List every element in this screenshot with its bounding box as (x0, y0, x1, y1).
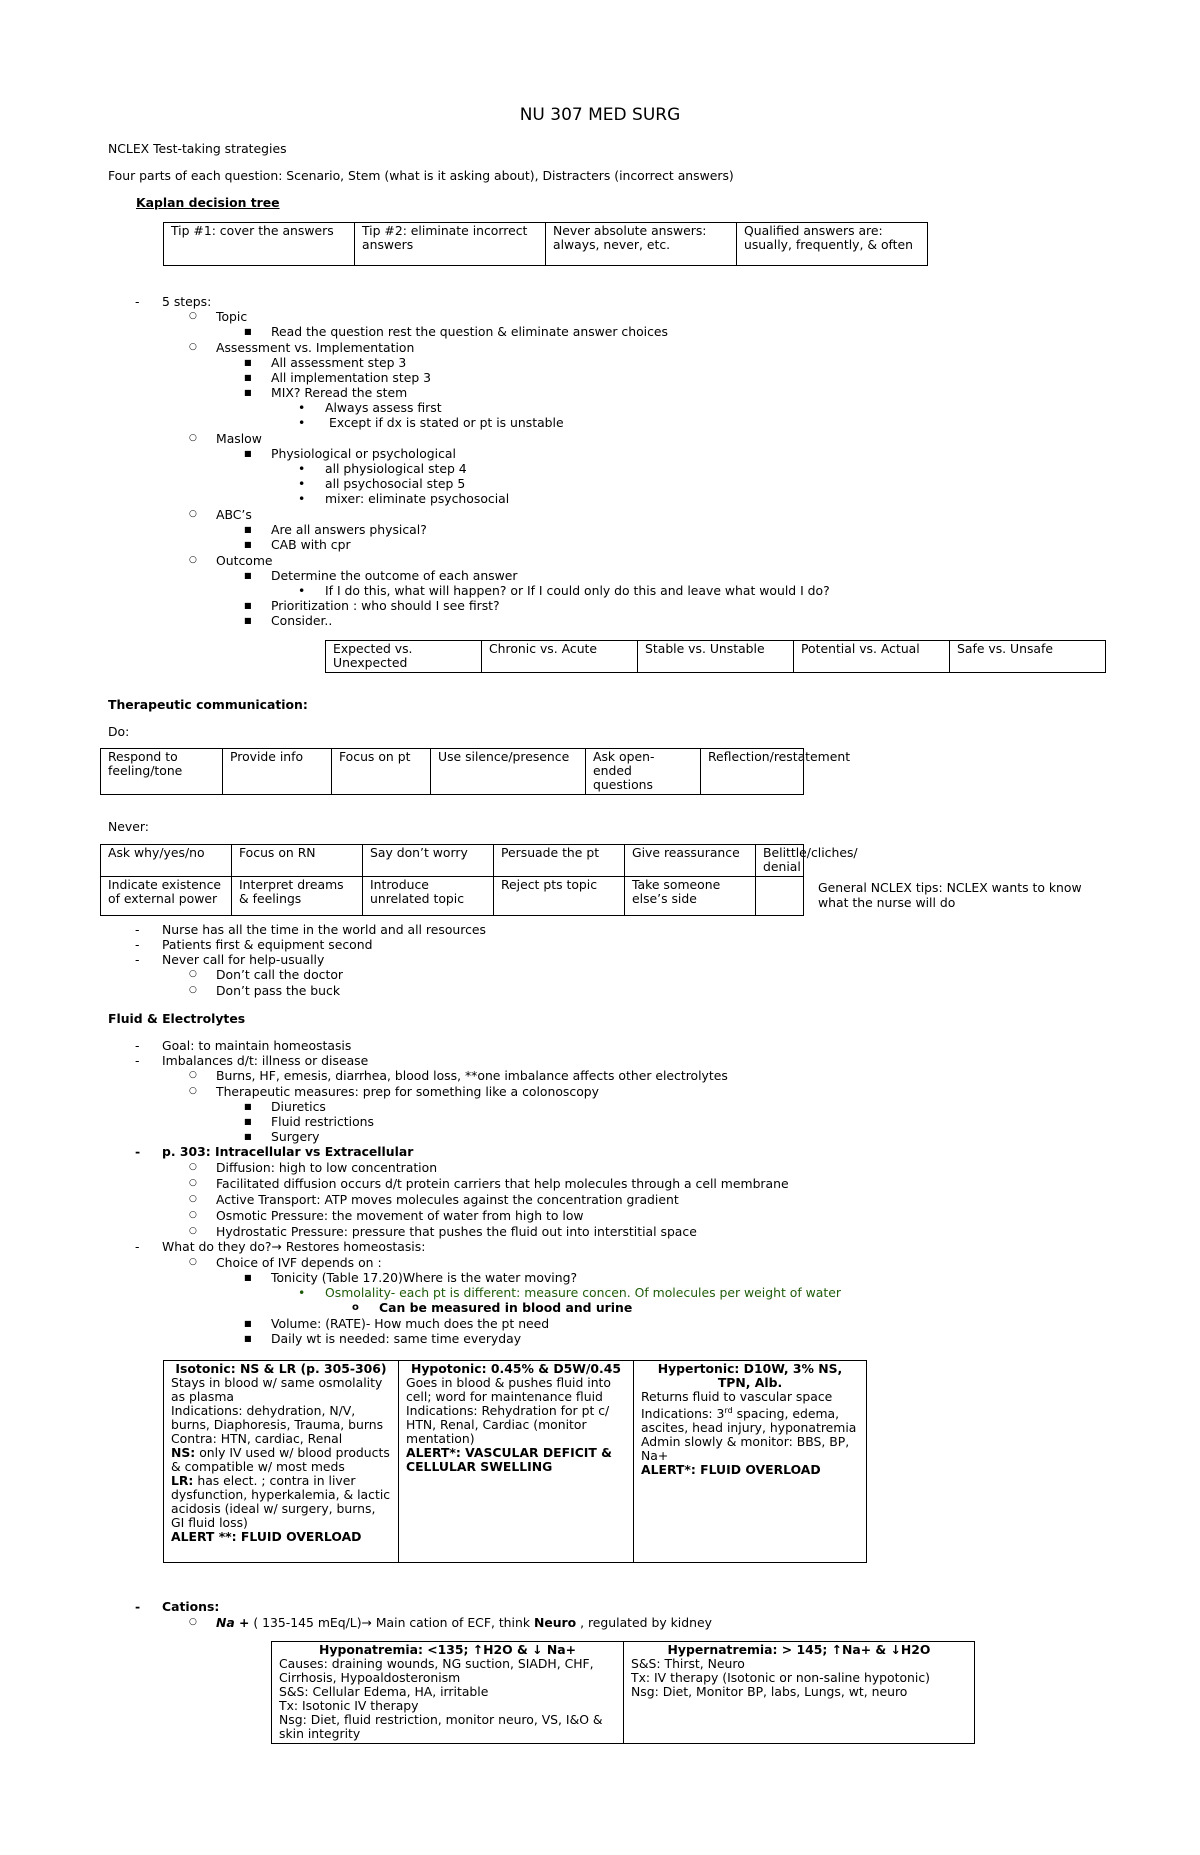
never-cell: Give reassurance (625, 845, 756, 877)
tip-cell: Tip #1: cover the answers (164, 223, 355, 266)
na-neuro: Neuro (533, 1615, 577, 1630)
list-item: CAB with cpr (271, 537, 351, 552)
list-item: Assessment vs. Implementation (216, 340, 415, 355)
list-item: Always assess first (325, 400, 442, 415)
list-item: Imbalances d/t: illness or disease (162, 1053, 369, 1068)
page-title: NU 307 MED SURG (519, 105, 681, 125)
list-item: All implementation step 3 (271, 370, 432, 385)
do-cell: Ask open-ended questions (586, 749, 701, 795)
never-cell: Interpret dreams & feelings (232, 877, 363, 916)
cell-line: Tx: Isotonic IV therapy (279, 1698, 419, 1713)
cell-line: Nsg: Diet, fluid restriction, monitor neuro, VS, I&O & skin integrity (279, 1712, 603, 1741)
cell-line: Admin slowly & monitor: BBS, BP, Na+ (641, 1434, 850, 1464)
general-tips: General NCLEX tips: NCLEX wants to know what the nurse will do (818, 880, 1082, 910)
list-item: Can be measured in blood and urine (379, 1300, 633, 1315)
ivf-table (163, 1360, 867, 1563)
cell-line: Contra: HTN, cardiac, Renal (171, 1431, 343, 1446)
indications-text: Indications: 3 (641, 1406, 725, 1422)
list-item: p. 303: Intracellular vs Extracellular (162, 1144, 414, 1159)
list-item: Volume: (RATE)- How much does the pt need (271, 1316, 550, 1331)
never-cell: Ask why/yes/no (101, 845, 232, 877)
cell-line: Returns fluid to vascular space (641, 1389, 833, 1404)
do-table (100, 748, 851, 795)
hyponatremia-heading: Hyponatremia: <135; ↑H2O & ↓ Na+ (319, 1642, 576, 1657)
lr-label: LR: (171, 1473, 194, 1488)
cell-line (171, 1446, 391, 1474)
list-item: Diffusion: high to low concentration (216, 1160, 438, 1175)
list-item: all psychosocial step 5 (325, 476, 466, 491)
list-item: Tonicity (Table 17.20)Where is the water moving? (271, 1270, 578, 1285)
consider-cell: Chronic vs. Acute (482, 641, 638, 673)
lr-text: has elect. ; contra in liver dysfunction, hyperkalemia, & lactic acidosis (ideal w/ surgery, burns, GI fluid loss) (171, 1473, 391, 1530)
sodium-line (216, 1615, 712, 1630)
ns-text: only IV used w/ blood products & compatible w/ most meds (171, 1445, 390, 1474)
list-item: Patients first & equipment second (162, 937, 373, 952)
list-item: Consider.. (271, 613, 333, 628)
do-label: Do: (108, 724, 130, 739)
cell-line: Indications: Rehydration for pt c/ HTN, Renal, Cardiac (monitor mentation) (406, 1403, 610, 1446)
list-item: Fluid restrictions (271, 1114, 374, 1129)
list-item: Burns, HF, emesis, diarrhea, blood loss, **one imbalance affects other electrolytes (216, 1068, 728, 1083)
never-cell: Indicate existence of external power (101, 877, 232, 916)
list-item: mixer: eliminate psychosocial (325, 491, 510, 506)
cell-line: Indications: dehydration, N/V, burns, Diaphoresis, Trauma, burns (171, 1403, 384, 1432)
list-item: Active Transport: ATP moves molecules against the concentration gradient (216, 1192, 679, 1207)
list-item: Goal: to maintain homeostasis (162, 1038, 352, 1053)
hypotonic-cell (399, 1361, 634, 1563)
never-cell: Belittle/cliches/ denial (756, 845, 804, 877)
indications-text: spacing, edema, ascites, head injury, hyponatremia (641, 1406, 857, 1436)
never-cell: Take someone else’s side (625, 877, 756, 916)
consider-table (325, 640, 1106, 673)
cell-line: Goes in blood & pushes fluid into cell; word for maintenance fluid (406, 1375, 611, 1404)
list-item: MIX? Reread the stem (271, 385, 408, 400)
list-item: ABC’s (216, 507, 252, 522)
list-item: Facilitated diffusion occurs d/t protein carriers that help molecules through a cell membrane (216, 1176, 789, 1191)
cations-label: Cations: (162, 1599, 220, 1614)
list-item: Never call for help-usually (162, 952, 325, 967)
list-item: Topic (216, 309, 248, 324)
list-item: Except if dx is stated or pt is unstable (329, 415, 564, 430)
list-item: All assessment step 3 (271, 355, 407, 370)
superscript: rd (724, 1406, 733, 1415)
consider-cell: Expected vs. Unexpected (326, 641, 482, 673)
list-item: Surgery (271, 1129, 320, 1144)
list-item: If I do this, what will happen? or If I could only do this and leave what would I do? (325, 583, 830, 598)
therapeutic-heading: Therapeutic communication: (108, 697, 308, 712)
tip-cell: Qualified answers are: usually, frequently, & often (737, 223, 928, 266)
isotonic-cell (164, 1361, 399, 1563)
list-item: What do they do?→ Restores homeostasis: (162, 1239, 426, 1254)
na-end: , regulated by kidney (576, 1615, 712, 1630)
list-item: Prioritization : who should I see first? (271, 598, 500, 613)
hypertonic-alert: ALERT*: FLUID OVERLOAD (641, 1462, 821, 1478)
cell-line: Stays in blood w/ same osmolality as plasma (171, 1375, 383, 1404)
never-label: Never: (108, 819, 149, 834)
list-item: Osmolality- each pt is different: measure concen. Of molecules per weight of water (325, 1285, 841, 1300)
never-cell: Introduce unrelated topic (363, 877, 494, 916)
ns-label: NS: (171, 1445, 196, 1460)
cell-line (171, 1474, 391, 1530)
never-cell: Focus on RN (232, 845, 363, 877)
never-cell: Say don’t worry (363, 845, 494, 877)
na-label: Na + (216, 1615, 250, 1630)
do-cell: Focus on pt (332, 749, 431, 795)
list-item: 5 steps: (162, 294, 212, 309)
cell-line: Tx: IV therapy (Isotonic or non-saline hypotonic) (631, 1670, 930, 1685)
list-item: Read the question rest the question & eliminate answer choices (271, 324, 669, 339)
consider-cell: Potential vs. Actual (794, 641, 950, 673)
never-table (100, 844, 858, 916)
hypotonic-alert: ALERT*: VASCULAR DEFICIT & CELLULAR SWELLING (406, 1445, 612, 1474)
never-cell: Persuade the pt (494, 845, 625, 877)
list-item: Don’t call the doctor (216, 967, 344, 982)
cell-line (641, 1404, 859, 1435)
list-item: Determine the outcome of each answer (271, 568, 518, 583)
kaplan-heading: Kaplan decision tree (136, 195, 280, 210)
do-cell: Reflection/restatement (701, 749, 804, 795)
do-cell: Provide info (223, 749, 332, 795)
list-item: Maslow (216, 431, 262, 446)
list-item: Therapeutic measures: prep for something like a colonoscopy (216, 1084, 599, 1099)
cell-line: Causes: draining wounds, NG suction, SIADH, CHF, Cirrhosis, Hypoaldosteronism (279, 1656, 594, 1685)
hyponatremia-cell (272, 1642, 624, 1744)
list-item: Diuretics (271, 1099, 326, 1114)
fluid-heading: Fluid & Electrolytes (108, 1011, 246, 1026)
list-item: all physiological step 4 (325, 461, 467, 476)
cell-line: S&S: Thirst, Neuro (631, 1656, 745, 1671)
list-item: Nurse has all the time in the world and all resources (162, 922, 486, 937)
list-item: Daily wt is needed: same time everyday (271, 1331, 522, 1346)
do-cell: Use silence/presence (431, 749, 586, 795)
four-parts-line: Four parts of each question: Scenario, Stem (what is it asking about), Distracters (incorrect answers) (108, 168, 734, 183)
isotonic-alert: ALERT **: FLUID OVERLOAD (171, 1529, 362, 1544)
tip-cell: Never absolute answers: always, never, etc. (546, 223, 737, 266)
cell-line: S&S: Cellular Edema, HA, irritable (279, 1684, 489, 1699)
consider-cell: Safe vs. Unsafe (950, 641, 1106, 673)
sodium-table (271, 1641, 975, 1744)
na-text: ( 135-145 mEq/L)→ Main cation of ECF, think (249, 1615, 534, 1630)
list-item: Hydrostatic Pressure: pressure that pushes the fluid out into interstitial space (216, 1224, 697, 1239)
tip-cell: Tip #2: eliminate incorrect answers (355, 223, 546, 266)
list-item: Don’t pass the buck (216, 983, 340, 998)
consider-cell: Stable vs. Unstable (638, 641, 794, 673)
hypertonic-heading: Hypertonic: D10W, 3% NS, TPN, Alb. (657, 1361, 843, 1390)
list-item: Are all answers physical? (271, 522, 427, 537)
list-item: Choice of IVF depends on : (216, 1255, 382, 1270)
nclex-line: NCLEX Test-taking strategies (108, 141, 287, 156)
tips-table (163, 222, 928, 266)
list-item: Osmotic Pressure: the movement of water from high to low (216, 1208, 584, 1223)
hypernatremia-heading: Hypernatremia: > 145; ↑Na+ & ↓H2O (667, 1642, 931, 1657)
cell-line: Nsg: Diet, Monitor BP, labs, Lungs, wt, neuro (631, 1684, 908, 1699)
hypertonic-cell (634, 1361, 867, 1563)
never-cell (756, 877, 804, 916)
isotonic-heading: Isotonic: NS & LR (p. 305-306) (175, 1361, 387, 1376)
hypotonic-heading: Hypotonic: 0.45% & D5W/0.45 (410, 1361, 622, 1376)
do-cell: Respond to feeling/tone (101, 749, 223, 795)
list-item: Physiological or psychological (271, 446, 456, 461)
list-item: Outcome (216, 553, 273, 568)
hypernatremia-cell (624, 1642, 975, 1744)
never-cell: Reject pts topic (494, 877, 625, 916)
